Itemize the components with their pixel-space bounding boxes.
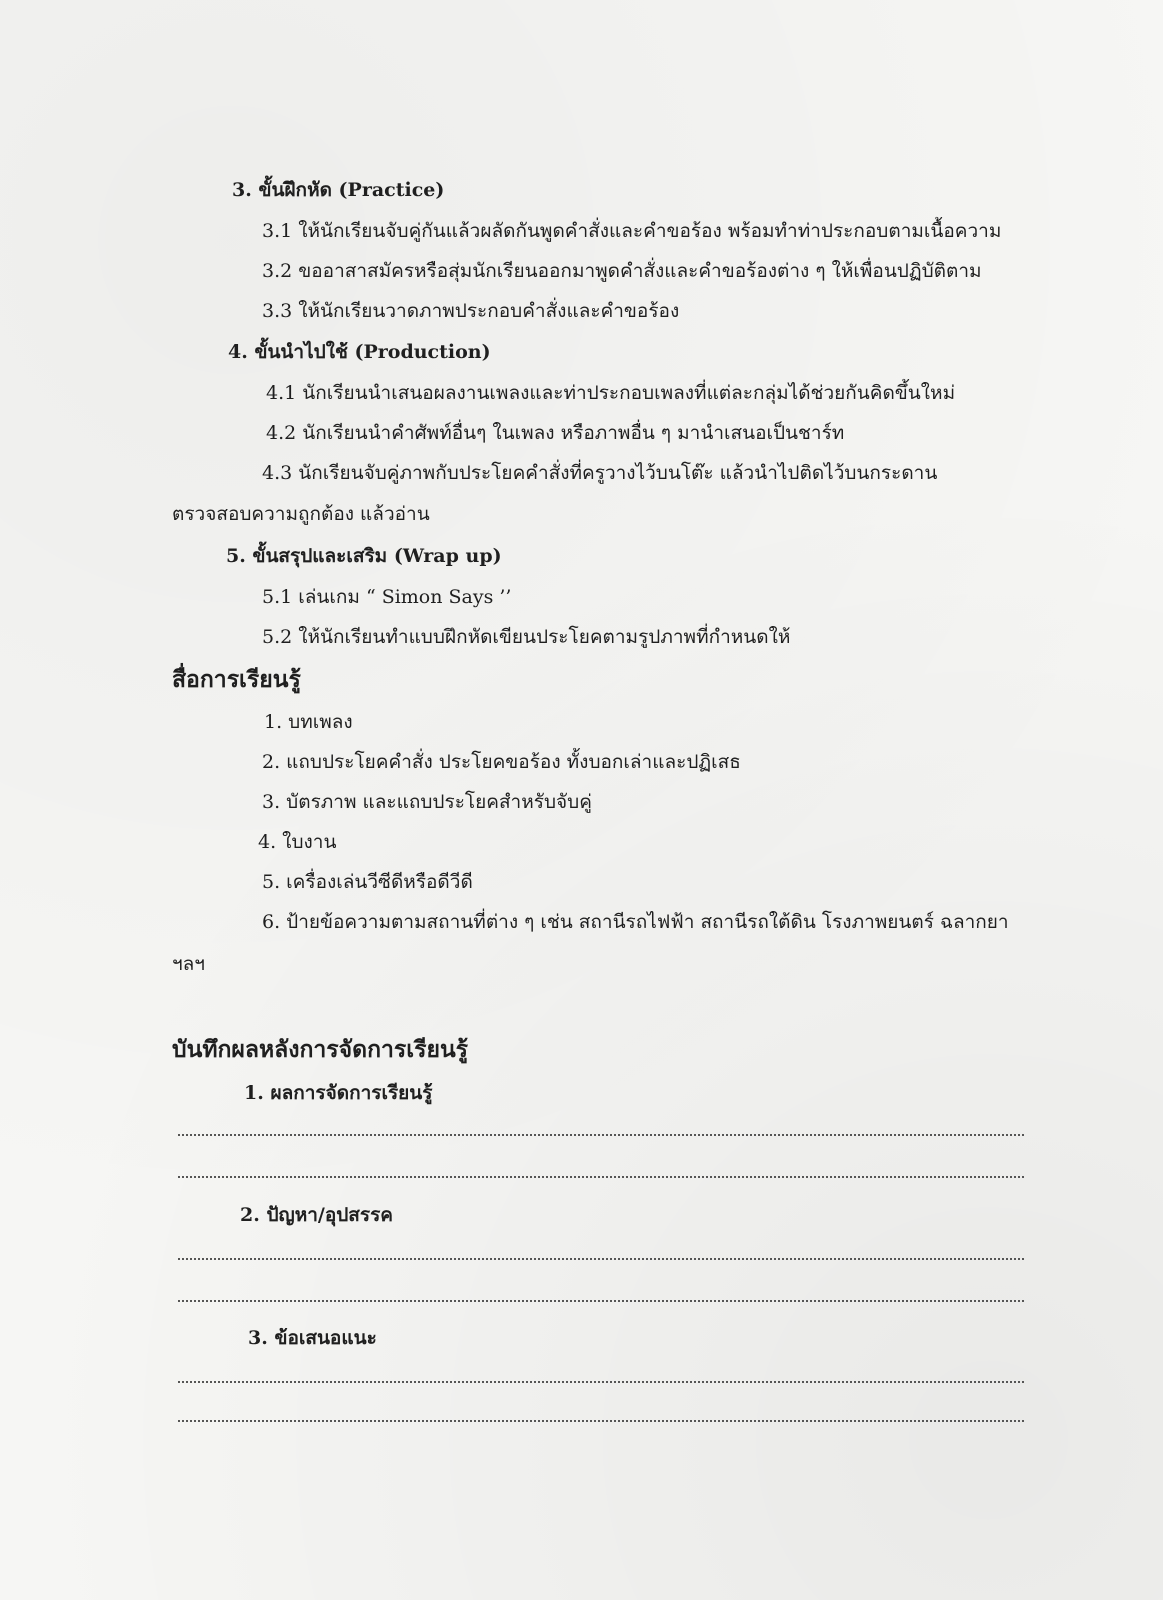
media-item-5: 5. เครื่องเล่นวีซีดีหรือดีวีดี	[262, 871, 473, 893]
dotted-line	[178, 1381, 1024, 1383]
dotted-line	[178, 1300, 1024, 1302]
record-section-3-label: 3. ข้อเสนอแนะ	[248, 1327, 377, 1349]
wrapup-heading: 5. ขั้นสรุปและเสริม (Wrap up)	[226, 545, 502, 567]
media-item-4: 4. ใบงาน	[258, 831, 337, 853]
record-heading: บันทึกผลหลังการจัดการเรียนรู้	[172, 1036, 469, 1063]
practice-item-2: 3.2 ขออาสาสมัครหรือสุ่มนักเรียนออกมาพูดคำสั่งและคำขอร้องต่าง ๆ ให้เพื่อนปฏิบัติตาม	[262, 260, 982, 282]
media-item-3: 3. บัตรภาพ และแถบประโยคสำหรับจับคู่	[262, 791, 592, 813]
dotted-line	[178, 1420, 1024, 1422]
dotted-line	[178, 1134, 1024, 1136]
media-item-6-continuation: ฯลฯ	[172, 953, 205, 975]
media-item-6: 6. ป้ายข้อความตามสถานที่ต่าง ๆ เช่น สถานีรถไฟฟ้า สถานีรถใต้ดิน โรงภาพยนตร์ ฉลากยา	[262, 911, 1009, 933]
dotted-line	[178, 1176, 1024, 1178]
media-item-2: 2. แถบประโยคคำสั่ง ประโยคขอร้อง ทั้งบอกเล่าและปฏิเสธ	[262, 751, 741, 773]
dotted-line	[178, 1258, 1024, 1260]
practice-heading: 3. ขั้นฝึกหัด (Practice)	[232, 179, 445, 201]
production-item-2: 4.2 นักเรียนนำคำศัพท์อื่นๆ ในเพลง หรือภาพอื่น ๆ มานำเสนอเป็นชาร์ท	[266, 422, 845, 444]
production-heading: 4. ขั้นนำไปใช้ (Production)	[228, 341, 491, 363]
production-item-3-continuation: ตรวจสอบความถูกต้อง แล้วอ่าน	[172, 503, 430, 525]
production-item-1: 4.1 นักเรียนนำเสนอผลงานเพลงและท่าประกอบเพลงที่แต่ละกลุ่มได้ช่วยกันคิดขึ้นใหม่	[266, 382, 956, 404]
practice-item-3: 3.3 ให้นักเรียนวาดภาพประกอบคำสั่งและคำขอร้อง	[262, 300, 680, 322]
production-item-3: 4.3 นักเรียนจับคู่ภาพกับประโยคคำสั่งที่ครูวางไว้บนโต๊ะ แล้วนำไปติดไว้บนกระดาน	[262, 462, 938, 484]
practice-item-1: 3.1 ให้นักเรียนจับคู่กันแล้วผลัดกันพูดคำสั่งและคำขอร้อง พร้อมทำท่าประกอบตามเนื้อความ	[262, 220, 1002, 242]
wrapup-item-2: 5.2 ให้นักเรียนทำแบบฝึกหัดเขียนประโยคตามรูปภาพที่กำหนดให้	[262, 626, 791, 648]
record-section-2-label: 2. ปัญหา/อุปสรรค	[240, 1204, 394, 1226]
record-section-1-label: 1. ผลการจัดการเรียนรู้	[244, 1082, 433, 1104]
media-heading: สื่อการเรียนรู้	[172, 666, 301, 693]
wrapup-item-1: 5.1 เล่นเกม “ Simon Says ’’	[262, 586, 512, 608]
media-item-1: 1. บทเพลง	[264, 711, 353, 733]
